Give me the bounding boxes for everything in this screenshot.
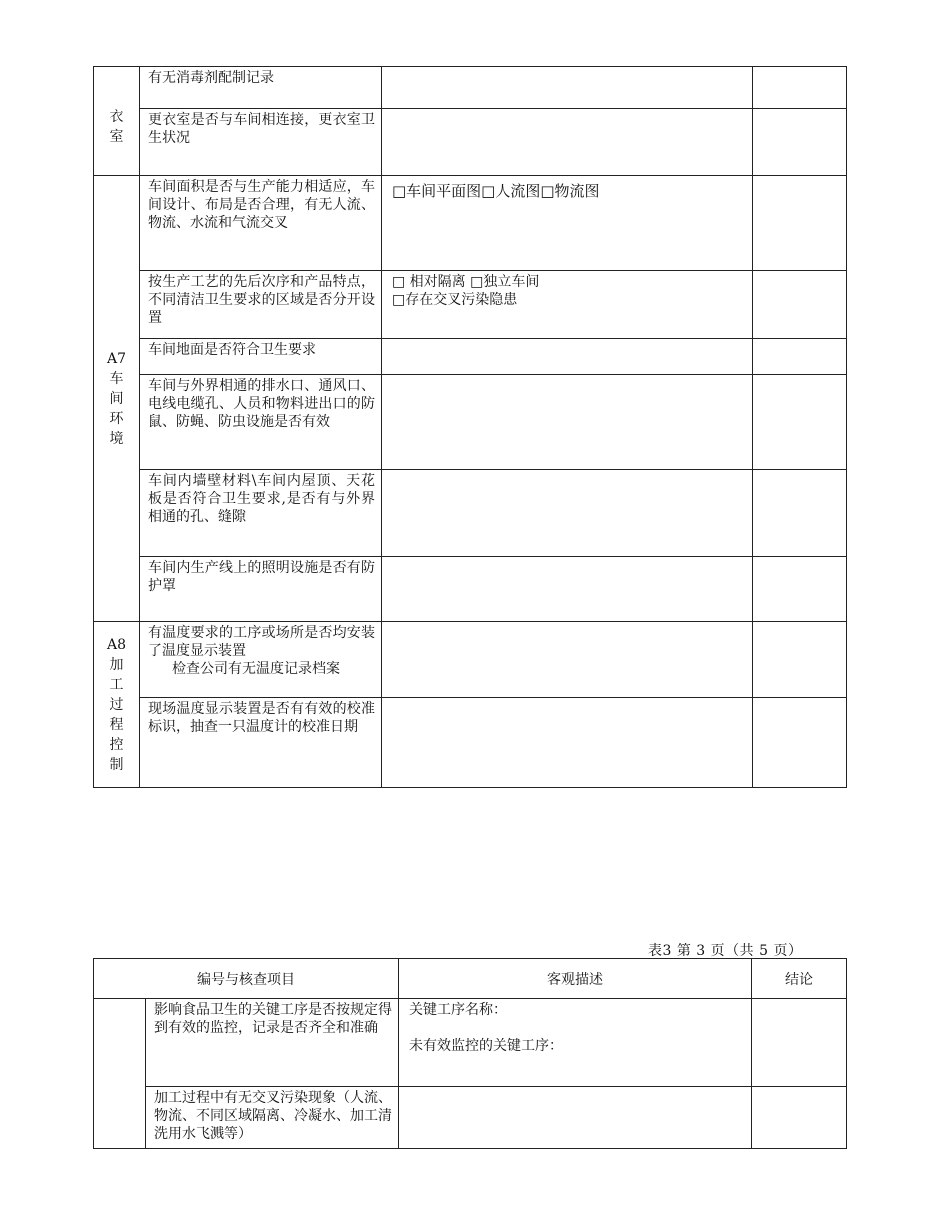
page-number-label: 表3 第 3 页（共 5 页） xyxy=(648,943,803,959)
conclusion-cell[interactable] xyxy=(753,698,847,788)
table-row xyxy=(94,557,847,622)
table-row xyxy=(94,109,847,176)
conclusion-cell[interactable] xyxy=(753,176,847,271)
check-item-disinfectant-record: 有无消毒剂配制记录 xyxy=(140,67,382,109)
table-row xyxy=(94,67,847,109)
description-cell[interactable] xyxy=(382,622,753,698)
conclusion-cell[interactable] xyxy=(753,557,847,622)
check-item-floor: 车间地面是否符合卫生要求 xyxy=(140,339,382,375)
check-item-key-process: 影响食品卫生的关键工序是否按规定得到有效的监控，记录是否齐全和准确 xyxy=(146,999,399,1087)
key-process-name-label: 关键工序名称： xyxy=(409,1002,507,1018)
check-item-process-order: 按生产工艺的先后次序和产品特点，不同清洁卫生要求的区域是否分开设置 xyxy=(140,271,382,339)
table-row xyxy=(94,271,847,339)
description-cell[interactable] xyxy=(382,375,753,470)
section-label-cell xyxy=(94,999,146,1149)
conclusion-cell[interactable] xyxy=(753,339,847,375)
description-cell[interactable] xyxy=(382,698,753,788)
table-row xyxy=(94,999,847,1087)
table-row xyxy=(94,470,847,557)
table-row xyxy=(94,622,847,698)
conclusion-cell[interactable] xyxy=(752,999,847,1087)
table-row xyxy=(94,176,847,271)
description-workshop-plans[interactable]: □车间平面图□人流图□物流图 xyxy=(382,176,753,271)
section-label-a8-process-control: A8 加 工 过 程 控 制 xyxy=(94,622,140,788)
header-number-item: 编号与核查项目 xyxy=(94,959,399,999)
cross-contamination-checkbox-line[interactable]: □存在交叉污染隐患 xyxy=(392,292,518,308)
isolation-checkbox-line[interactable]: □ 相对隔离 □独立车间 xyxy=(392,274,540,290)
description-cell[interactable] xyxy=(382,67,753,109)
description-cell[interactable] xyxy=(382,470,753,557)
unmonitored-process-label: 未有效监控的关键工序： xyxy=(409,1038,563,1054)
inspection-table-2 xyxy=(93,958,847,1149)
check-item-workshop-area: 车间面积是否与生产能力相适应，车间设计、布局是否合理，有无人流、物流、水流和气流交叉 xyxy=(140,176,382,271)
inspection-table-1 xyxy=(93,66,847,788)
check-item-cross-contamination: 加工过程中有无交叉污染现象（人流、物流、不同区域隔离、冷凝水、加工清洗用水飞溅等） xyxy=(146,1087,399,1149)
section-label-a7-workshop-environment: A7 车 间 环 境 xyxy=(94,176,140,622)
table-row xyxy=(94,339,847,375)
check-item-openings: 车间与外界相通的排水口、通风口、电线电缆孔、人员和物料进出口的防鼠、防蝇、防虫设施是否有效 xyxy=(140,375,382,470)
check-item-lighting: 车间内生产线上的照明设施是否有防护罩 xyxy=(140,557,382,622)
conclusion-cell[interactable] xyxy=(753,271,847,339)
description-cell[interactable] xyxy=(399,1087,752,1149)
conclusion-cell[interactable] xyxy=(753,67,847,109)
table-row xyxy=(94,375,847,470)
check-item-temperature-devices: 有温度要求的工序或场所是否均安装了温度显示装置 检查公司有无温度记录档案 xyxy=(140,622,382,698)
table-row xyxy=(94,1087,847,1149)
conclusion-cell[interactable] xyxy=(753,375,847,470)
description-cell[interactable] xyxy=(382,557,753,622)
check-item-walls: 车间内墙壁材料\车间内屋顶、天花板是否符合卫生要求,是否有与外界相通的孔、缝隙 xyxy=(140,470,382,557)
check-item-calibration: 现场温度显示装置是否有有效的校准标识，抽查一只温度计的校准日期 xyxy=(140,698,382,788)
conclusion-cell[interactable] xyxy=(753,470,847,557)
conclusion-cell[interactable] xyxy=(753,109,847,176)
check-item-changing-room: 更衣室是否与车间相连接，更衣室卫生状况 xyxy=(140,109,382,176)
description-cell[interactable] xyxy=(382,339,753,375)
description-key-process[interactable] xyxy=(399,999,752,1087)
conclusion-cell[interactable] xyxy=(752,1087,847,1149)
header-conclusion: 结论 xyxy=(752,959,847,999)
section-label-changing-room: 衣 室 xyxy=(94,67,140,176)
description-cell[interactable] xyxy=(382,109,753,176)
conclusion-cell[interactable] xyxy=(753,622,847,698)
header-objective-description: 客观描述 xyxy=(399,959,752,999)
description-isolation-options[interactable] xyxy=(382,271,753,339)
table-header-row xyxy=(94,959,847,999)
table-row xyxy=(94,698,847,788)
